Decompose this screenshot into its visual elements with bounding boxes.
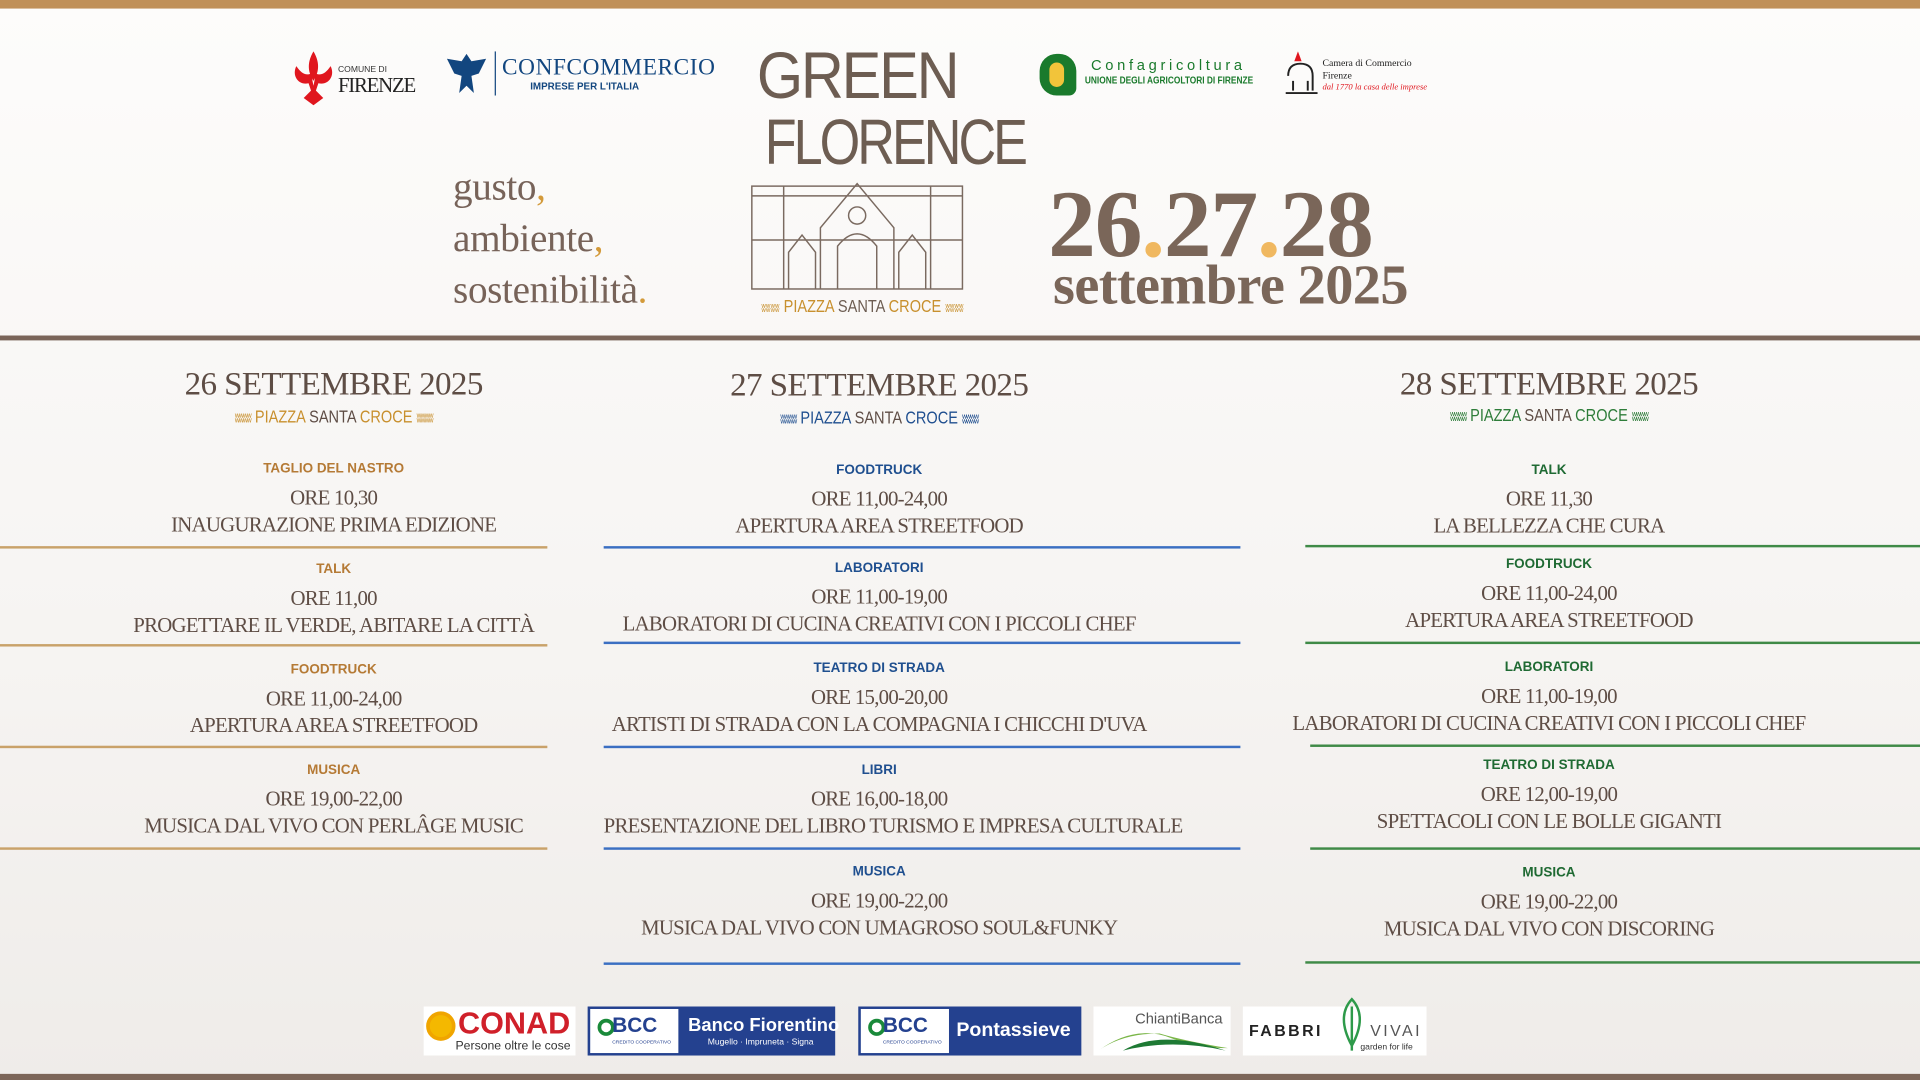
entry-time: ORE 19,00-22,00 (1480, 890, 1618, 914)
location-word: PIAZZA (800, 407, 851, 428)
entry-description: INAUGURAZIONE PRIMA EDIZIONE (171, 513, 497, 537)
location-word: PIAZZA (1470, 405, 1521, 425)
schedule-entry (1224, 757, 1873, 835)
entry-divider (0, 546, 547, 548)
camera-commercio-logo: Camera di Commercio Firenze dal 1770 la casa delle imprese (1283, 49, 1320, 102)
location-word: CROCE (905, 407, 958, 428)
schedule-entry (603, 762, 1183, 840)
day-location (1273, 405, 1825, 425)
location-word: CROCE (359, 406, 413, 427)
schedule-entry (604, 560, 1155, 638)
entry-description: APERTURA AREA STREETFOOD (1405, 608, 1693, 632)
location-word: SANTA (1524, 405, 1572, 425)
wave-ornament-icon: ʬʬʬʬ (1450, 411, 1467, 425)
wave-ornament-icon: ʬʬʬʬ (1631, 411, 1648, 425)
entry-divider (1310, 744, 1920, 746)
flower-icon (426, 1011, 455, 1040)
entry-description: PROGETTARE IL VERDE, ABITARE LA CITTÀ (133, 613, 535, 637)
entry-divider (604, 546, 1241, 548)
entry-divider (1305, 961, 1920, 963)
entry-category: MUSICA (307, 762, 361, 778)
schedule-entry (1224, 462, 1873, 540)
entry-time: ORE 11,00-19,00 (811, 585, 948, 609)
entry-category: TALK (316, 562, 352, 577)
entry-divider (0, 847, 547, 849)
hills-icon (1098, 1029, 1228, 1053)
entry-description: LABORATORI DI CUCINA CREATIVI CON I PICCOLI CHEF (1292, 711, 1806, 735)
entry-time: ORE 19,00-22,00 (265, 787, 402, 811)
green-florence-logo: GREEN FLORENCE ʬʬʬʬ PIAZZA SANTA CROCE ʬʬʬʬ (744, 42, 969, 316)
sponsor-fabbri-vivai: FABBRI VIVAI garden for life (1243, 1007, 1427, 1056)
entry-time: ORE 11,00-24,00 (811, 487, 948, 511)
entry-category: MUSICA (1522, 865, 1576, 881)
sponsor-conad: CONAD Persone oltre le cose (424, 1007, 576, 1056)
entry-time: ORE 19,00-22,00 (810, 888, 948, 913)
entry-category: FOODTRUCK (290, 662, 377, 678)
entry-divider (1310, 847, 1920, 849)
location-word: SANTA (309, 406, 356, 427)
tagline-sostenibilita: sostenibilità. (453, 266, 648, 312)
entry-category: TALK (1531, 462, 1567, 478)
entry-divider (0, 644, 547, 646)
wave-ornament-icon: ʬʬʬʬ (416, 412, 433, 427)
day-column-3 (1224, 0, 1873, 1080)
day-location (645, 408, 1113, 428)
event-month: settembre 2025 (1053, 253, 1408, 316)
comune-firenze-logo: COMUNE DI FIRENZE (291, 49, 335, 114)
event-poster: COMUNE DI FIRENZE CONFCOMMERCIO IMPRESE PER L'ITALIA Confagricoltura UNIONE DEGLI AGRICOLTORI DI FIRENZE Camera di Commercio Firenze dal 1770 la casa delle imprese gusto, ambiente, sostenibilità. GREEN FLORENCE ʬʬʬʬ PIAZZA SANTA CROCE ʬʬʬʬ 26.27.28 settembre 2025 26 SETTEMBRE 2025 ʬʬʬʬ PIAZZA SANTA CROCE ʬʬʬʬ TAGLIO DEL NASTRO ORE 10,30 INAUGURAZIONE PRIMA EDIZIONE TALK ORE 11,00 PROGETTARE IL VERDE, ABITARE LA CITTÀ FOODTRUCK ORE 11,00-24,00 APERTURA AREA STREETFOOD MUSICA ORE 19,00-22,00 MUSICA DAL VIVO CON PERLÂGE MUSIC 27 SETTEMBRE 2025 ʬʬʬʬ PIAZZA SANTA CROCE ʬʬʬʬ FOODTRUCK ORE 11,00-24,00 APERTURA AREA STREETFOOD LABORATORI ORE 11,00-19,00 LABORATORI DI CUCINA CREATIVI CON I PICCOLI CHEF TEATRO DI STRADA ORE 15,00-20,00 ARTISTI DI STRADA CON LA COMPAGNIA I CHICCHI D'UVA LIBRI ORE 16,00-18,00 PRESENTAZIONE DEL LIBRO TURISMO E IMPRESA CULTURALE MUSICA ORE 19,00-22,00 MUSICA DAL VIVO CON UMAGROSO SOUL&FUNKY 28 SETTEMBRE 2025 ʬʬʬʬ PIAZZA SANTA CROCE ʬʬʬʬ TALK ORE 11,30 LA BELLEZZA CHE CURA FOODTRUCK ORE 11,00-24,00 APERTURA AREA STREETFOOD LABORATORI ORE 11,00-19,00 LABORATORI DI CUCINA CREATIVI CON I PICCOLI CHEF TEATRO DI STRADA ORE 12,00-19,00 SPETTACOLI CON LE BOLLE GIGANTI MUSICA ORE 19,00-22,00 MUSICA DAL VIVO CON DISCORING CONAD Persone oltre le cose BCC CREDITO COOPERATIVO Banco Fiorentino Mugello · Impruneta · Signa BCC CREDITO COOPERATIVO Pontassieve ChiantiBanca FABBRI VIVAI garden for life (0, 0, 1920, 1080)
entry-divider (0, 746, 547, 748)
event-dates: 26.27.28 (1048, 170, 1373, 277)
entry-time: ORE 10,30 (290, 486, 378, 510)
schedule-entry (1224, 556, 1873, 634)
day-title: 26 SETTEMBRE 2025 (184, 364, 483, 402)
entry-category: TEATRO DI STRADA (1483, 757, 1615, 773)
wave-ornament-icon: ʬʬʬʬ (780, 413, 797, 428)
day-title: 27 SETTEMBRE 2025 (730, 366, 1029, 403)
entry-category: LIBRI (861, 762, 897, 778)
entry-category: FOODTRUCK (836, 462, 923, 478)
entry-category: LABORATORI (834, 560, 924, 576)
sponsor-chiantibanca: ChiantiBanca (1093, 1007, 1230, 1056)
entry-divider (1305, 545, 1920, 547)
entry-time: ORE 15,00-20,00 (810, 685, 948, 709)
schedule-entry (604, 863, 1155, 941)
day-column-1 (0, 0, 667, 1080)
entry-time: ORE 11,00-24,00 (265, 686, 402, 711)
entry-time: ORE 11,00 (290, 586, 377, 610)
entry-description: ARTISTI DI STRADA CON LA COMPAGNIA I CHICCHI D'UVA (611, 712, 1147, 736)
schedule-entry (604, 462, 1155, 540)
wave-ornament-icon: ʬʬʬʬ (234, 412, 251, 427)
schedule-entry (0, 561, 667, 639)
entry-time: ORE 11,00-24,00 (1481, 581, 1617, 605)
schedule-entry (1224, 659, 1873, 737)
location-word: CROCE (1575, 405, 1628, 425)
entry-description: LA BELLEZZA CHE CURA (1433, 514, 1665, 538)
logo-piazza-santa-croce: ʬʬʬʬ PIAZZA SANTA CROCE ʬʬʬʬ (761, 296, 964, 316)
entry-time: ORE 11,30 (1505, 487, 1593, 511)
entry-divider (604, 847, 1241, 849)
entry-description: MUSICA DAL VIVO CON UMAGROSO SOUL&FUNKY (641, 915, 1118, 940)
entry-description: PRESENTAZIONE DEL LIBRO TURISMO E IMPRESA CULTURALE (603, 814, 1183, 838)
entry-category: LABORATORI (1504, 660, 1594, 675)
wave-ornament-icon: ʬʬʬʬ (962, 413, 979, 428)
entry-divider (1305, 642, 1920, 644)
day-location (50, 407, 617, 427)
entry-divider (604, 962, 1241, 964)
entry-category: TEATRO DI STRADA (813, 661, 945, 676)
entry-time: ORE 11,00-19,00 (1481, 684, 1617, 708)
confcommercio-logo: CONFCOMMERCIO IMPRESE PER L'ITALIA (444, 51, 488, 101)
entry-divider (604, 642, 1241, 644)
sponsor-bcc-banco-fiorentino: BCC CREDITO COOPERATIVO Banco Fiorentino Mugello · Impruneta · Signa (588, 1007, 835, 1056)
schedule-entry (0, 661, 667, 739)
entry-description: MUSICA DAL VIVO CON DISCORING (1383, 917, 1715, 941)
entry-divider (604, 746, 1241, 748)
entry-time: ORE 16,00-18,00 (810, 787, 948, 811)
tagline-ambiente: ambiente, (453, 215, 604, 260)
tagline-gusto: gusto, (453, 164, 546, 209)
entry-category: TAGLIO DEL NASTRO (263, 461, 405, 477)
bcc-mark: BCC CREDITO COOPERATIVO (861, 1009, 949, 1053)
entry-description: APERTURA AREA STREETFOOD (189, 713, 478, 738)
entry-time: ORE 12,00-19,00 (1480, 782, 1618, 806)
location-word: SANTA (854, 407, 902, 428)
schedule-entry (604, 660, 1155, 738)
schedule-entry (0, 762, 667, 840)
bottom-bar (0, 1074, 1920, 1080)
entry-category: MUSICA (852, 864, 906, 880)
entry-description: MUSICA DAL VIVO CON PERLÂGE MUSIC (144, 814, 524, 838)
entry-description: SPETTACOLI CON LE BOLLE GIGANTI (1376, 809, 1722, 833)
sponsor-bcc-pontassieve: BCC CREDITO COOPERATIVO Pontassieve (858, 1007, 1081, 1056)
schedule-entry (1224, 864, 1873, 942)
day-title: 28 SETTEMBRE 2025 (1399, 364, 1699, 402)
bcc-mark: BCC CREDITO COOPERATIVO (590, 1009, 678, 1053)
schedule-entry (0, 460, 667, 538)
entry-description: LABORATORI DI CUCINA CREATIVI CON I PICCOLI CHEF (622, 612, 1136, 636)
location-word: PIAZZA (254, 406, 306, 427)
entry-description: APERTURA AREA STREETFOOD (735, 514, 1023, 538)
entry-category: FOODTRUCK (1505, 557, 1593, 572)
